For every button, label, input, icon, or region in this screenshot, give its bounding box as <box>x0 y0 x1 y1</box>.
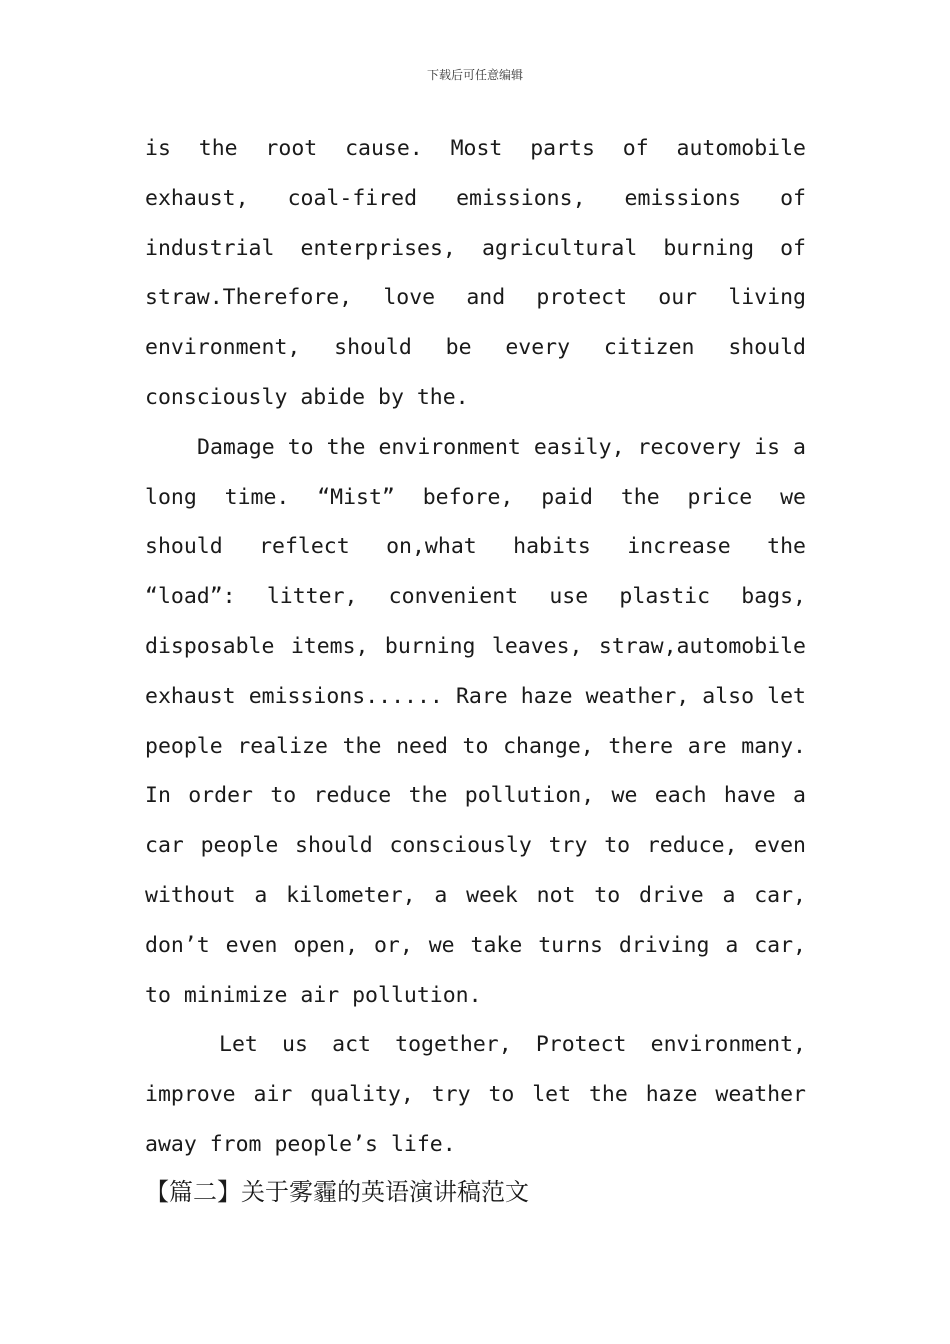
page-header: 下载后可任意编辑 <box>426 68 523 82</box>
text-line: away from people’s life. <box>145 1131 456 1157</box>
text-line: is the root cause. Most parts of automobile <box>145 136 806 161</box>
text-line: without a kilometer, a week not to drive a car, <box>145 882 806 908</box>
text-line: industrial enterprises, agricultural burning of <box>145 235 806 261</box>
text-line: exhaust emissions...... Rare haze weather, also let <box>145 683 806 709</box>
text-line: consciously abide by the. <box>145 384 469 410</box>
paragraph-3 <box>145 1020 806 1169</box>
paragraph-1 <box>145 124 806 423</box>
text-line: don’t even open, or, we take turns driving a car, <box>145 932 806 958</box>
section-heading: 【篇二】关于雾霾的英语演讲稿范文 <box>145 1178 529 1206</box>
text-line: disposable items, burning leaves, straw,automobile <box>145 633 806 659</box>
document-body <box>145 124 806 1170</box>
text-line: environment, should be every citizen should <box>145 335 806 361</box>
text-line: “load”: litter, convenient use plastic bags, <box>145 584 806 610</box>
text-line: Let us act together, Protect environment, <box>219 1032 806 1058</box>
text-line: exhaust, coal-fired emissions, emissions of <box>145 185 806 211</box>
text-line: straw.Therefore, love and protect our living <box>145 285 806 311</box>
text-line: Damage to the environment easily, recovery is a <box>197 434 806 460</box>
text-line: people realize the need to change, there are many. <box>145 733 806 759</box>
text-line: long time. “Mist” before, paid the price we <box>145 484 806 510</box>
text-line: improve air quality, try to let the haze weather <box>145 1082 806 1108</box>
text-line: to minimize air pollution. <box>145 982 482 1008</box>
paragraph-2 <box>145 423 806 1021</box>
text-line: car people should consciously try to reduce, even <box>145 833 806 859</box>
text-line: should reflect on,what habits increase the <box>145 534 806 560</box>
text-line: In order to reduce the pollution, we each have a <box>145 783 806 809</box>
